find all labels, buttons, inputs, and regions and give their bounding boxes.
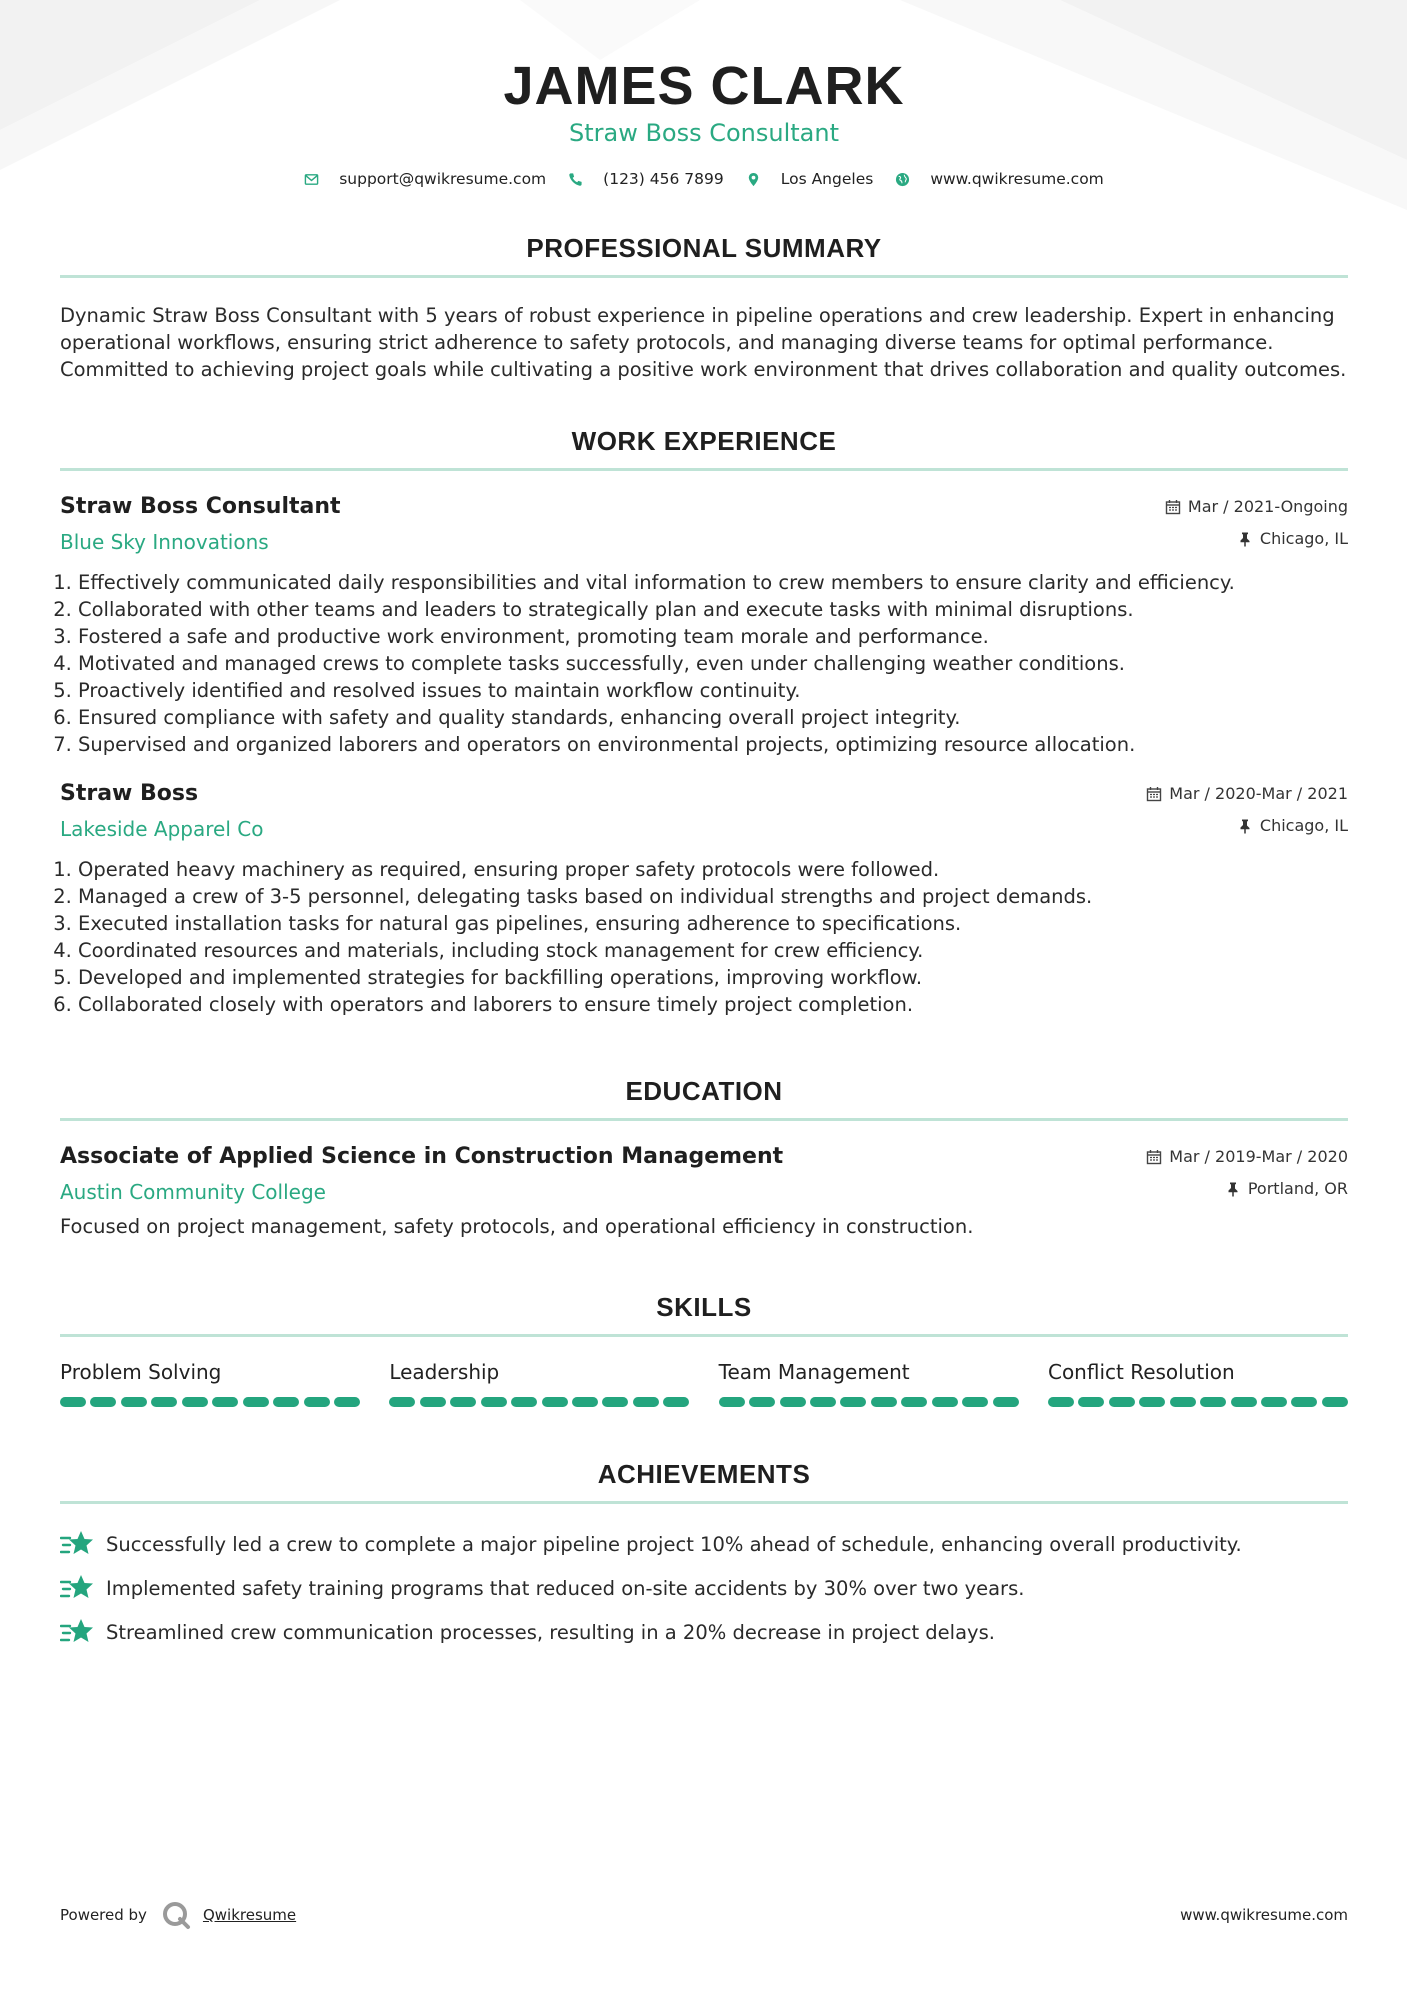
summary-section — [60, 233, 1348, 383]
skill-rating-segment — [780, 1397, 806, 1407]
skill-rating-segment — [810, 1397, 836, 1407]
contact-phone[interactable] — [568, 170, 724, 188]
skills-section — [60, 1292, 1348, 1407]
skill-rating-segment — [1139, 1397, 1165, 1407]
skill-name: Problem Solving — [60, 1360, 222, 1384]
achievement-text: Successfully led a crew to complete a major pipeline project 10% ahead of schedule, enhancing overall productivity. — [106, 1532, 1242, 1556]
achievements-list — [60, 1522, 1348, 1654]
education-dates-text: Mar / 2019-Mar / 2020 — [1169, 1147, 1348, 1166]
globe-icon — [895, 172, 910, 187]
skill-name: Conflict Resolution — [1047, 1360, 1235, 1384]
skill-rating-bar — [60, 1397, 360, 1407]
skill-rating-segment — [901, 1397, 927, 1407]
job-entry — [60, 493, 1348, 758]
skill-rating-segment — [633, 1397, 659, 1407]
skill-rating-segment — [273, 1397, 299, 1407]
skill-rating-segment — [1048, 1397, 1074, 1407]
skill-rating-segment — [450, 1397, 476, 1407]
skill-rating-segment — [1322, 1397, 1348, 1407]
website-text: www.qwikresume.com — [930, 170, 1104, 188]
contact-location — [746, 170, 874, 188]
education-heading: EDUCATION — [625, 1076, 783, 1106]
list-item: 3. Fostered a safe and productive work environment, promoting team morale and performance. — [78, 623, 1348, 650]
achievement-text: Streamlined crew communication processes, resulting in a 20% decrease in project delays. — [106, 1620, 995, 1644]
star-icon — [60, 1573, 94, 1603]
calendar-icon — [1165, 499, 1181, 515]
calendar-icon — [1146, 1149, 1162, 1165]
skill-rating-segment — [304, 1397, 330, 1407]
section-divider — [60, 275, 1348, 278]
candidate-role: Straw Boss Consultant — [568, 119, 840, 147]
section-divider — [60, 468, 1348, 471]
skill-item — [60, 1359, 360, 1407]
job-dates-text: Mar / 2021-Ongoing — [1187, 497, 1348, 516]
achievement-item — [60, 1522, 1348, 1566]
job-location — [1237, 816, 1348, 835]
job-title: Straw Boss — [60, 781, 199, 806]
list-item: 3. Executed installation tasks for natural gas pipelines, ensuring adherence to specifications. — [78, 910, 1348, 937]
section-divider — [60, 1118, 1348, 1121]
skill-rating-segment — [389, 1397, 415, 1407]
skill-rating-segment — [572, 1397, 598, 1407]
list-item: 2. Managed a crew of 3-5 personnel, delegating tasks based on individual strengths and project demands. — [78, 883, 1348, 910]
section-divider — [60, 1501, 1348, 1504]
education-dates — [1146, 1147, 1348, 1166]
skill-rating-segment — [993, 1397, 1019, 1407]
duties-list — [60, 856, 1348, 1018]
phone-icon — [568, 172, 583, 187]
list-item: 1. Operated heavy machinery as required, ensuring proper safety protocols were followed. — [78, 856, 1348, 883]
skill-rating-segment — [1261, 1397, 1287, 1407]
skill-rating-segment — [1291, 1397, 1317, 1407]
list-item: 2. Collaborated with other teams and leaders to strategically plan and execute tasks with minimal disruptions. — [78, 596, 1348, 623]
skill-rating-segment — [1078, 1397, 1104, 1407]
education-location-text: Portland, OR — [1247, 1179, 1348, 1198]
job-title: Straw Boss Consultant — [60, 494, 341, 519]
job-entry — [60, 780, 1348, 1018]
list-item: 6. Ensured compliance with safety and quality standards, enhancing overall project integrity. — [78, 704, 1348, 731]
candidate-name: JAMES CLARK — [503, 56, 905, 116]
skill-item — [389, 1359, 689, 1407]
skill-rating-segment — [840, 1397, 866, 1407]
education-entry — [60, 1143, 1348, 1240]
skill-name: Team Management — [718, 1360, 910, 1384]
summary-heading: PROFESSIONAL SUMMARY — [526, 233, 882, 263]
skill-name: Leadership — [389, 1360, 500, 1384]
skill-rating-segment — [151, 1397, 177, 1407]
email-text: support@qwikresume.com — [339, 170, 547, 188]
education-description: Focused on project management, safety protocols, and operational efficiency in construction. — [60, 1215, 974, 1238]
skill-item — [719, 1359, 1019, 1407]
page-footer — [60, 1900, 1348, 1930]
company-name: Blue Sky Innovations — [60, 530, 269, 554]
achievement-item — [60, 1566, 1348, 1610]
envelope-icon — [304, 172, 319, 187]
skill-rating-segment — [212, 1397, 238, 1407]
achievements-heading: ACHIEVEMENTS — [597, 1459, 811, 1489]
pushpin-icon — [1237, 818, 1253, 834]
skill-rating-segment — [1170, 1397, 1196, 1407]
experience-section — [60, 426, 1348, 1018]
contact-bar — [60, 168, 1348, 190]
skill-rating-bar — [1048, 1397, 1348, 1407]
skill-rating-segment — [90, 1397, 116, 1407]
location-text: Los Angeles — [780, 170, 874, 188]
skill-rating-bar — [719, 1397, 1019, 1407]
job-location — [1237, 529, 1348, 548]
resume-header — [60, 0, 1348, 190]
achievements-section — [60, 1459, 1348, 1654]
qwikresume-logo-icon — [161, 1900, 191, 1930]
list-item: 1. Effectively communicated daily responsibilities and vital information to crew members to ensure clarity and efficiency. — [78, 569, 1348, 596]
skill-rating-segment — [1200, 1397, 1226, 1407]
school-name: Austin Community College — [60, 1180, 326, 1204]
contact-website[interactable] — [895, 170, 1103, 188]
section-divider — [60, 1334, 1348, 1337]
skill-rating-segment — [243, 1397, 269, 1407]
map-pin-icon — [746, 172, 761, 187]
experience-heading: WORK EXPERIENCE — [571, 426, 837, 456]
skill-rating-segment — [871, 1397, 897, 1407]
list-item: 5. Developed and implemented strategies for backfilling operations, improving workflow. — [78, 964, 1348, 991]
skill-rating-segment — [481, 1397, 507, 1407]
list-item: 4. Coordinated resources and materials, including stock management for crew efficiency. — [78, 937, 1348, 964]
skill-rating-segment — [511, 1397, 537, 1407]
achievement-text: Implemented safety training programs that reduced on-site accidents by 30% over two years. — [106, 1576, 1025, 1600]
job-dates-text: Mar / 2020-Mar / 2021 — [1169, 784, 1348, 803]
education-location — [1225, 1179, 1348, 1198]
skill-rating-segment — [334, 1397, 360, 1407]
powered-by — [60, 1900, 296, 1930]
summary-text: Dynamic Straw Boss Consultant with 5 years of robust experience in pipeline operations and crew leadership. Expert in enhancing operational workflows, ensuring strict adherence to safety protocols, and managing diverse teams for optimal performance. Committed to achieving project goals while cultivating a positive work environment that drives collaboration and quality outcomes. — [60, 304, 1347, 381]
skill-item — [1048, 1359, 1348, 1407]
skill-rating-segment — [182, 1397, 208, 1407]
company-name: Lakeside Apparel Co — [60, 817, 264, 841]
skill-rating-segment — [719, 1397, 745, 1407]
resume-page — [60, 0, 1348, 1654]
skill-rating-bar — [389, 1397, 689, 1407]
job-location-text: Chicago, IL — [1259, 816, 1348, 835]
star-icon — [60, 1529, 94, 1559]
list-item: 4. Motivated and managed crews to complete tasks successfully, even under challenging weather conditions. — [78, 650, 1348, 677]
list-item: 7. Supervised and organized laborers and operators on environmental projects, optimizing resource allocation. — [78, 731, 1348, 758]
powered-by-label: Powered by — [60, 1906, 147, 1924]
list-item: 5. Proactively identified and resolved issues to maintain workflow continuity. — [78, 677, 1348, 704]
job-dates — [1146, 784, 1348, 803]
list-item: 6. Collaborated closely with operators and laborers to ensure timely project completion. — [78, 991, 1348, 1018]
skill-rating-segment — [60, 1397, 86, 1407]
contact-email[interactable] — [304, 170, 546, 188]
skill-rating-segment — [121, 1397, 147, 1407]
job-dates — [1165, 497, 1348, 516]
brand-link[interactable]: Qwikresume — [202, 1906, 297, 1924]
skills-heading: SKILLS — [656, 1292, 752, 1322]
skill-rating-segment — [542, 1397, 568, 1407]
skill-rating-segment — [602, 1397, 628, 1407]
education-section — [60, 1076, 1348, 1240]
star-icon — [60, 1617, 94, 1647]
duties-list — [60, 569, 1348, 758]
skill-rating-segment — [663, 1397, 689, 1407]
skill-rating-segment — [749, 1397, 775, 1407]
footer-website[interactable]: www.qwikresume.com — [1180, 1906, 1348, 1924]
skill-rating-segment — [962, 1397, 988, 1407]
achievement-item — [60, 1610, 1348, 1654]
degree-title: Associate of Applied Science in Construction Management — [60, 1144, 784, 1169]
skill-rating-segment — [932, 1397, 958, 1407]
skill-rating-segment — [420, 1397, 446, 1407]
skills-row — [60, 1359, 1348, 1407]
phone-text: (123) 456 7899 — [603, 170, 724, 188]
pushpin-icon — [1225, 1181, 1241, 1197]
skill-rating-segment — [1231, 1397, 1257, 1407]
pushpin-icon — [1237, 531, 1253, 547]
calendar-icon — [1146, 786, 1162, 802]
skill-rating-segment — [1109, 1397, 1135, 1407]
job-location-text: Chicago, IL — [1259, 529, 1348, 548]
